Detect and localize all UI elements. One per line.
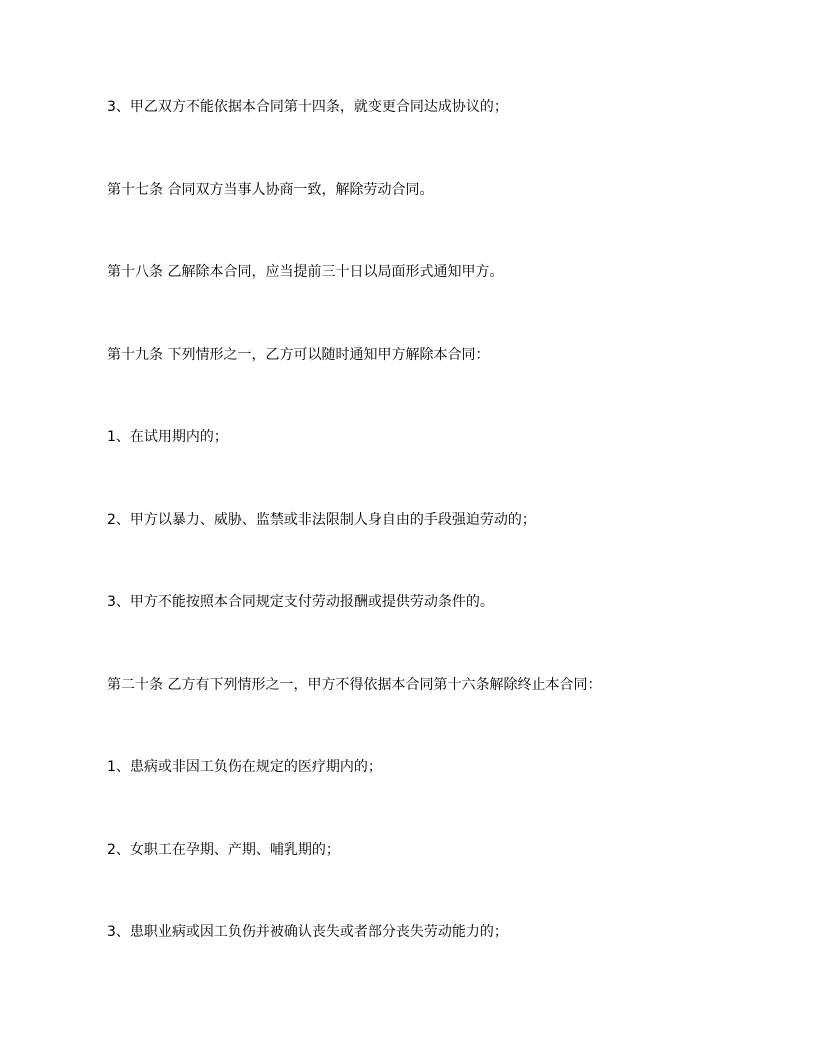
paragraph: 2、女职工在孕期、产期、哺乳期的； (107, 841, 340, 858)
contract-clauses (107, 96, 727, 1004)
paragraph: 1、患病或非因工负伤在规定的医疗期内的； (107, 759, 382, 775)
paragraph: 第十八条 乙解除本合同，应当提前三十日以局面形式通知甲方。 (107, 264, 504, 280)
paragraph: 1、在试用期内的； (107, 429, 228, 445)
paragraph: 3、甲乙双方不能依据本合同第十四条，就变更合同达成协议的； (107, 99, 508, 115)
paragraph: 第十七条 合同双方当事人协商一致，解除劳动合同。 (107, 181, 434, 198)
paragraph: 3、甲方不能按照本合同规定支付劳动报酬或提供劳动条件的。 (107, 594, 494, 610)
paragraph: 第十九条 下列情形之一，乙方可以随时通知甲方解除本合同： (107, 346, 490, 363)
paragraph: 2、甲方以暴力、威胁、监禁或非法限制人身自由的手段强迫劳动的； (107, 511, 536, 528)
paragraph: 第二十条 乙方有下列情形之一，甲方不得依据本合同第十六条解除终止本合同： (107, 676, 602, 693)
paragraph: 3、患职业病或因工负伤并被确认丧失或者部分丧失劳动能力的； (107, 924, 508, 940)
